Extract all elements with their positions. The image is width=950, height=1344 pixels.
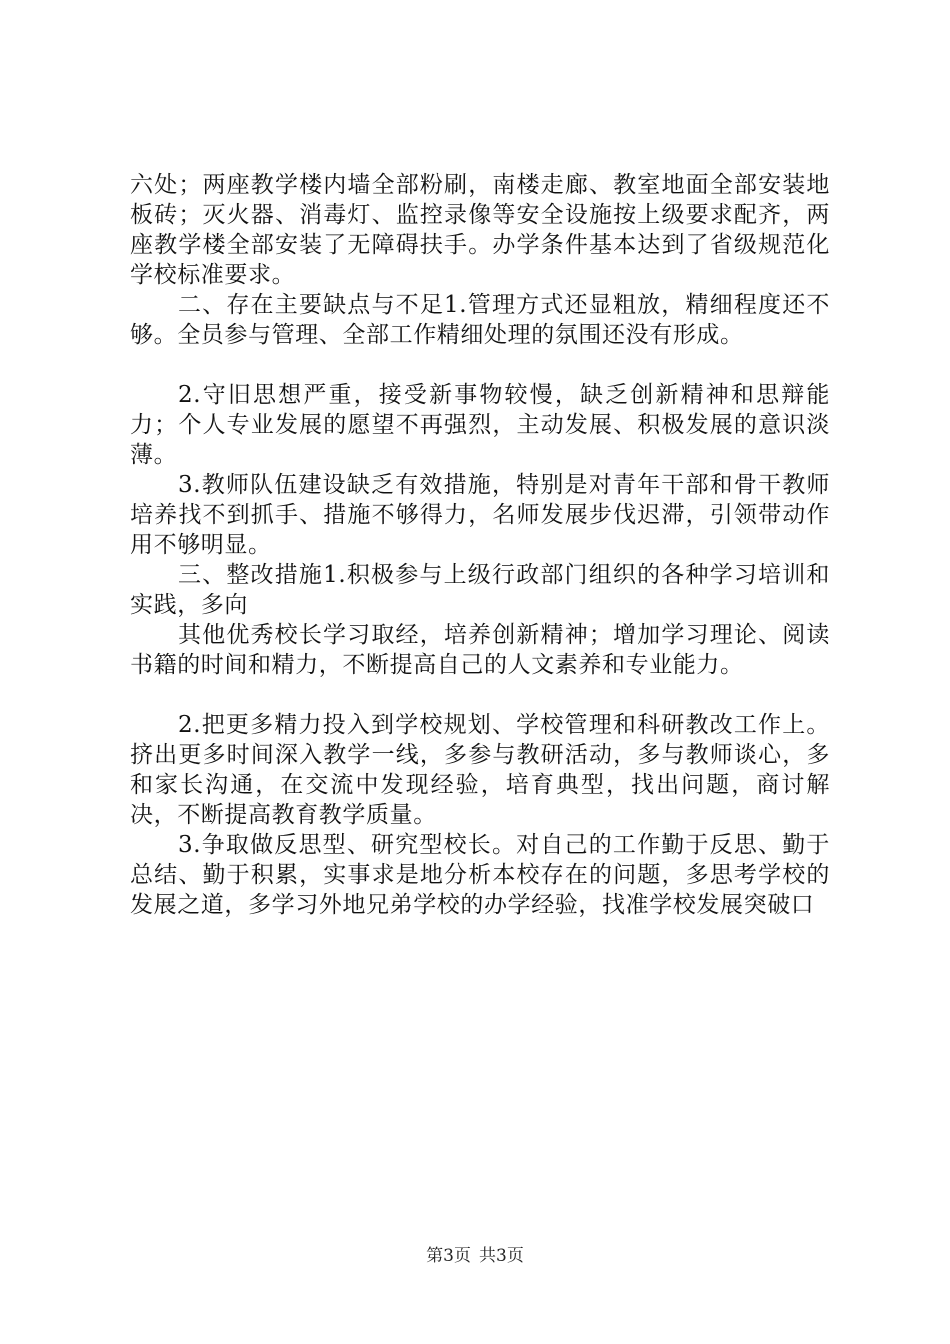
paragraph-6: 其他优秀校长学习取经，培养创新精神；增加学习理论、阅读书籍的时间和精力，不断提高自己的人文素养和专业能力。 [130,622,830,678]
page-footer [0,1245,950,1267]
paragraph-2: 二、存在主要缺点与不足1.管理方式还显粗放，精细程度还不够。全员参与管理、全部工作精细处理的氛围还没有形成。 [130,292,830,348]
page-number-current: 第3页 [426,1246,471,1266]
paragraph-5: 三、整改措施1.积极参与上级行政部门组织的各种学习培训和实践，多向 [130,562,830,618]
page-number-total: 共3页 [479,1246,524,1266]
paragraph-8: 3.争取做反思型、研究型校长。对自己的工作勤于反思、勤于总结、勤于积累，实事求是地分析本校存在的问题，多思考学校的发展之道，多学习外地兄弟学校的办学经验，找准学校发展突破口 [130,832,830,918]
paragraph-3: 2.守旧思想严重，接受新事物较慢，缺乏创新精神和思辩能力；个人专业发展的愿望不再强烈，主动发展、积极发展的意识淡薄。 [130,382,830,468]
paragraph-7: 2.把更多精力投入到学校规划、学校管理和科研教改工作上。挤出更多时间深入教学一线，多参与教研活动，多与教师谈心，多和家长沟通，在交流中发现经验，培育典型，找出问题，商讨解决，不断提高教育教学质量。 [130,712,830,828]
document-body [130,170,830,920]
paragraph-1: 六处；两座教学楼内墙全部粉刷，南楼走廊、教室地面全部安装地板砖；灭火器、消毒灯、监控录像等安全设施按上级要求配齐，两座教学楼全部安装了无障碍扶手。办学条件基本达到了省级规范化学校标准要求。 [130,172,830,288]
paragraph-4: 3.教师队伍建设缺乏有效措施，特别是对青年干部和骨干教师培养找不到抓手、措施不够得力，名师发展步伐迟滞，引领带动作用不够明显。 [130,472,830,558]
